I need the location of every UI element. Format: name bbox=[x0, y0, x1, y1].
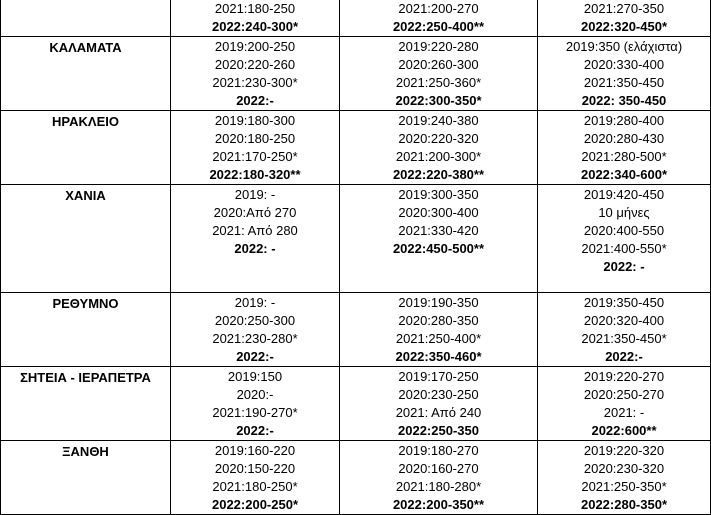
price-line: 2021:200-300* bbox=[395, 149, 482, 164]
price-range-cell bbox=[538, 111, 711, 185]
price-line: 2021:250-350* bbox=[581, 479, 667, 494]
price-line: 2021:400-550* bbox=[581, 241, 667, 256]
city-name-cell bbox=[1, 0, 171, 37]
price-range-cell bbox=[538, 441, 711, 515]
price-range-cell bbox=[340, 111, 538, 185]
table-row bbox=[1, 111, 711, 185]
price-line-2022: 2022:180-320** bbox=[209, 167, 301, 182]
price-line: 2020:250-300 bbox=[214, 313, 296, 328]
city-name-cell: ΧΑΝΙΑ bbox=[1, 185, 171, 293]
price-range-cell bbox=[171, 111, 340, 185]
price-line-2022: 2022: - bbox=[234, 241, 276, 256]
price-line: 2021:330-420 bbox=[398, 223, 479, 238]
price-range-cell bbox=[171, 185, 340, 293]
city-name-cell: ΡΕΘΥΜΝΟ bbox=[1, 293, 171, 367]
price-line: 2019:170-250 bbox=[398, 369, 479, 384]
price-line: 2020:230-320 bbox=[583, 461, 665, 476]
table-row bbox=[1, 185, 711, 293]
price-line: 2021:350-450 bbox=[583, 75, 665, 90]
price-line: 2021:170-250* bbox=[212, 149, 298, 164]
price-line: 2021:250-400* bbox=[395, 331, 482, 346]
price-line: 2020:220-320 bbox=[398, 131, 479, 146]
price-line: 2019:200-250 bbox=[214, 39, 296, 54]
price-range-cell bbox=[171, 441, 340, 515]
price-line-2022: 2022: - bbox=[603, 259, 645, 274]
price-line: 2020:320-400 bbox=[583, 313, 665, 328]
price-line-2022: 2022:- bbox=[605, 349, 643, 364]
price-line-2022: 2022:240-300* bbox=[211, 19, 299, 34]
price-line: 2020:280-350 bbox=[398, 313, 479, 328]
price-range-cell bbox=[340, 441, 538, 515]
price-range-cell bbox=[538, 367, 711, 441]
price-line: 2019:220-320 bbox=[583, 443, 665, 458]
price-line-2022: 2022:220-380** bbox=[392, 167, 485, 182]
price-line: 2019:180-270 bbox=[398, 443, 479, 458]
price-line: 2020:250-270 bbox=[583, 387, 665, 402]
price-line: 2019:220-280 bbox=[398, 39, 479, 54]
price-line: 2019:420-450 bbox=[583, 187, 665, 202]
price-line: 2020:300-400 bbox=[398, 205, 479, 220]
price-line: 2021:180-250 bbox=[214, 1, 296, 16]
price-range-cell bbox=[340, 367, 538, 441]
city-name-cell: ΣΗΤΕΙΑ - ΙΕΡΑΠΕΤΡΑ bbox=[1, 367, 171, 441]
price-line: 2021: Από 280 bbox=[212, 223, 298, 238]
table-row bbox=[1, 367, 711, 441]
price-line-2022: 2022:- bbox=[236, 93, 274, 108]
price-line: 2019:350 (ελάχιστα) bbox=[565, 39, 683, 54]
table-row bbox=[1, 37, 711, 111]
price-line: 2021:190-270* bbox=[212, 405, 298, 420]
price-line: 2019:280-400 bbox=[583, 113, 665, 128]
price-line-2022: 2022:600** bbox=[591, 423, 657, 438]
price-range-cell bbox=[538, 293, 711, 367]
price-range-cell bbox=[538, 37, 711, 111]
price-range-cell bbox=[171, 367, 340, 441]
price-range-cell bbox=[340, 185, 538, 293]
price-line: 2021:180-280* bbox=[395, 479, 482, 494]
price-line: 2020:280-430 bbox=[583, 131, 665, 146]
price-line-2022: 2022:340-600* bbox=[580, 167, 668, 182]
price-line: 2019:150 bbox=[227, 369, 283, 384]
price-range-cell bbox=[340, 37, 538, 111]
price-line: 2020:260-300 bbox=[398, 57, 479, 72]
price-line: 2021:270-350 bbox=[583, 1, 665, 16]
price-line: 2020:330-400 bbox=[583, 57, 665, 72]
table-row bbox=[1, 0, 711, 37]
price-line-2022: 2022:250-350 bbox=[398, 423, 479, 438]
price-line: 2021:230-280* bbox=[212, 331, 298, 346]
price-range-cell bbox=[171, 0, 340, 37]
table-row bbox=[1, 293, 711, 367]
price-line: 2021:350-450* bbox=[581, 331, 667, 346]
price-line: 2019:190-350 bbox=[398, 295, 479, 310]
price-line: 2021:180-250* bbox=[212, 479, 298, 494]
price-line: 2021: Από 240 bbox=[395, 405, 482, 420]
price-line-2022: 2022: 350-450 bbox=[581, 93, 667, 108]
price-line: 2021: - bbox=[603, 405, 645, 420]
price-line: 2019:220-270 bbox=[583, 369, 665, 384]
price-line: 2019: - bbox=[234, 295, 276, 310]
price-line: 2020:400-550 bbox=[583, 223, 665, 238]
price-range-cell bbox=[171, 37, 340, 111]
price-line-2022: 2022:280-350* bbox=[580, 497, 668, 512]
price-line: 2019: - bbox=[234, 187, 276, 202]
price-line: 2020:- bbox=[236, 387, 274, 402]
price-line: 2021:200-270 bbox=[398, 1, 479, 16]
price-line-2022: 2022:250-400** bbox=[392, 19, 485, 34]
price-line: 2020:160-270 bbox=[398, 461, 479, 476]
price-line-2022: 2022:200-250* bbox=[211, 497, 299, 512]
price-line: 2020:180-250 bbox=[214, 131, 296, 146]
price-line: 2020:220-260 bbox=[214, 57, 296, 72]
price-line: 2021:250-360* bbox=[395, 75, 482, 90]
price-line-2022: 2022:350-460* bbox=[395, 349, 482, 364]
price-line-2022: 2022:200-350** bbox=[392, 497, 485, 512]
table-body bbox=[1, 0, 711, 515]
price-line: 2019:180-300 bbox=[214, 113, 296, 128]
price-line: 2019:300-350 bbox=[398, 187, 479, 202]
price-range-cell bbox=[171, 293, 340, 367]
price-line: 2019:240-380 bbox=[398, 113, 479, 128]
city-name-cell: ΗΡΑΚΛΕΙΟ bbox=[1, 111, 171, 185]
price-range-cell bbox=[538, 185, 711, 293]
price-range-cell bbox=[340, 293, 538, 367]
price-range-cell bbox=[538, 0, 711, 37]
price-line: 2020:Από 270 bbox=[213, 205, 297, 220]
price-line: 2020:150-220 bbox=[214, 461, 296, 476]
price-line: 2021:230-300* bbox=[212, 75, 298, 90]
price-line: 2020:230-250 bbox=[398, 387, 479, 402]
price-line-2022: 2022:450-500** bbox=[392, 241, 485, 256]
price-line-2022: 2022:320-450* bbox=[580, 19, 668, 34]
price-line: 2021:280-500* bbox=[581, 149, 667, 164]
price-line-2022: 2022:- bbox=[236, 423, 274, 438]
price-line-2022: 2022:300-350* bbox=[395, 93, 482, 108]
city-name-cell: ΞΑΝΘΗ bbox=[1, 441, 171, 515]
price-line: 2019:160-220 bbox=[214, 443, 296, 458]
price-line: 10 μήνες bbox=[598, 205, 650, 220]
price-range-cell bbox=[340, 0, 538, 37]
price-line-2022: 2022:- bbox=[236, 349, 274, 364]
price-line: 2019:350-450 bbox=[583, 295, 665, 310]
city-name-cell: ΚΑΛΑΜΑΤΑ bbox=[1, 37, 171, 111]
table-row bbox=[1, 441, 711, 515]
